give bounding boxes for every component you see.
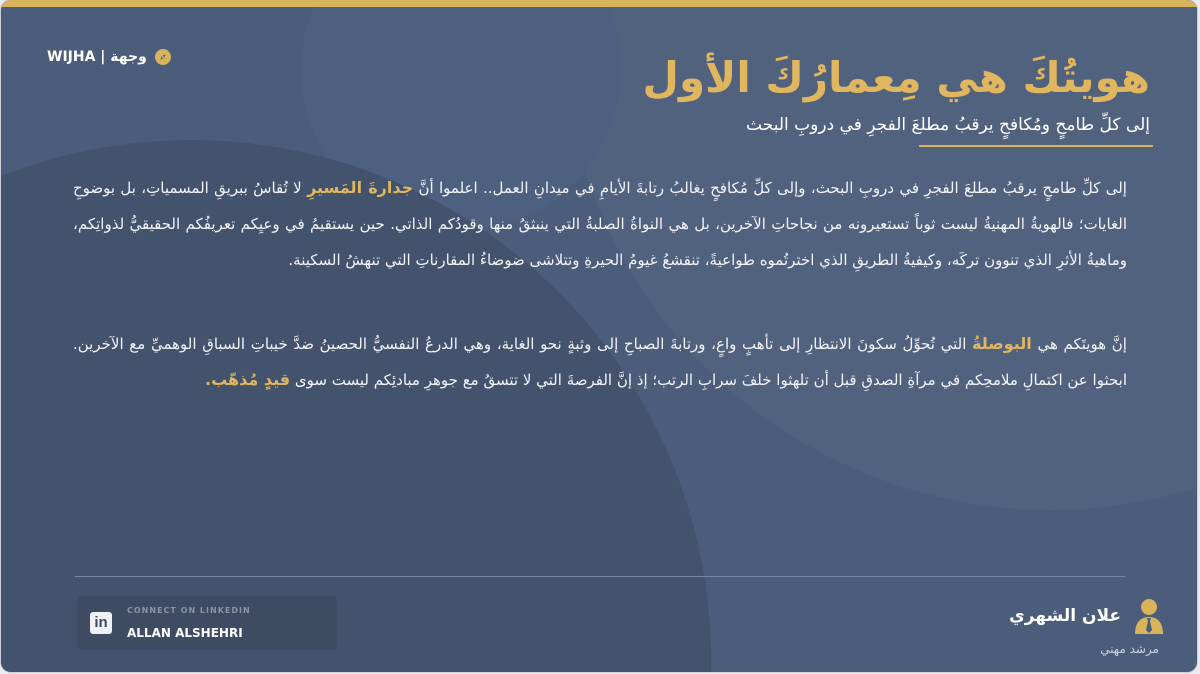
compass-icon (155, 49, 171, 65)
author-name: علان الشهري (1009, 606, 1121, 626)
brand-logo (47, 45, 171, 69)
post-card (1, 0, 1197, 672)
paragraph-text: التي تُحوِّلُ سكونَ الانتظارِ إلى تأهبٍ واعٍ، ورتابةَ الصباحِ إلى وثبةٍ نحو الغاية، وهي الدرعُ النفسيُّ الحصينُ ضدَّ خيباتِ السباقِ الوهميِّ مع الآخرين. ابحثوا عن اكتمالِ ملامحِكم في مرآةِ الصدقِ قبل أن تلهثوا خلفَ سرابِ الرتب؛ إذ إنَّ الفرصةَ التي لا تتسقُ مع جوهرِ مبادئِكم ليست سوى (73, 335, 1127, 389)
body-paragraph-2 (73, 326, 1127, 398)
footer-divider (75, 576, 1125, 577)
user-icon (1134, 598, 1164, 634)
brand-name: WIJHA | وجهة (47, 49, 147, 65)
highlight-text: قيدٍ مُذهّب (211, 370, 291, 389)
body-paragraph-1 (73, 170, 1127, 278)
paragraph-end: . (205, 370, 212, 389)
paragraph-text: إلى كلِّ طامحٍ يرقبُ مطلعَ الفجرِ في دروبِ البحث، وإلى كلِّ مُكافحٍ يغالبُ رتابةَ الأيامِ في ميدانِ العمل.. اعلموا أنَّ (418, 179, 1127, 197)
paragraph-text: لا تُقاسُ ببريقِ المسمياتِ، بل بوضوحِ الغايات؛ فالهويةُ المهنيةُ ليست ثوباً تستعيرونه من نجاحاتِ الآخرين، بل هي النواةُ الصلبةُ التي ينبثقُ منها وقودُكم الذاتي. حين يستقيمُ في وعيِكم تعريفُكم الحقيقيُّ لذواتِكم، وماهيةُ الأثرِ الذي تنوون تركَه، وكيفيةُ الطريقِ الذي اخترتُموه طواعيةً، تنقشعُ غيومُ الحيرةِ وتتلاشى ضوضاءُ المقارناتِ التي تنهشُ السكينة. (73, 179, 1127, 269)
linkedin-connect-card[interactable] (77, 596, 337, 650)
highlight-text: جدارةَ المَسيرِ (307, 178, 414, 197)
page-subtitle: إلى كلِّ طامحٍ ومُكافحٍ يرقبُ مطلعَ الفجرِ في دروبِ البحث (746, 115, 1150, 135)
subtitle-underline (919, 145, 1153, 147)
linkedin-name: ALLAN ALSHEHRI (127, 626, 243, 640)
linkedin-icon: in (90, 612, 112, 634)
linkedin-caption: CONNECT ON LINKEDIN (127, 606, 251, 615)
highlight-text: البوصلةُ (972, 334, 1032, 353)
author-role: مرشد مهني (1100, 642, 1159, 656)
page-title: هويتُكَ هي مِعمارُكَ الأول (642, 53, 1150, 102)
paragraph-text: إنَّ هويتَكم هي (1037, 335, 1127, 353)
